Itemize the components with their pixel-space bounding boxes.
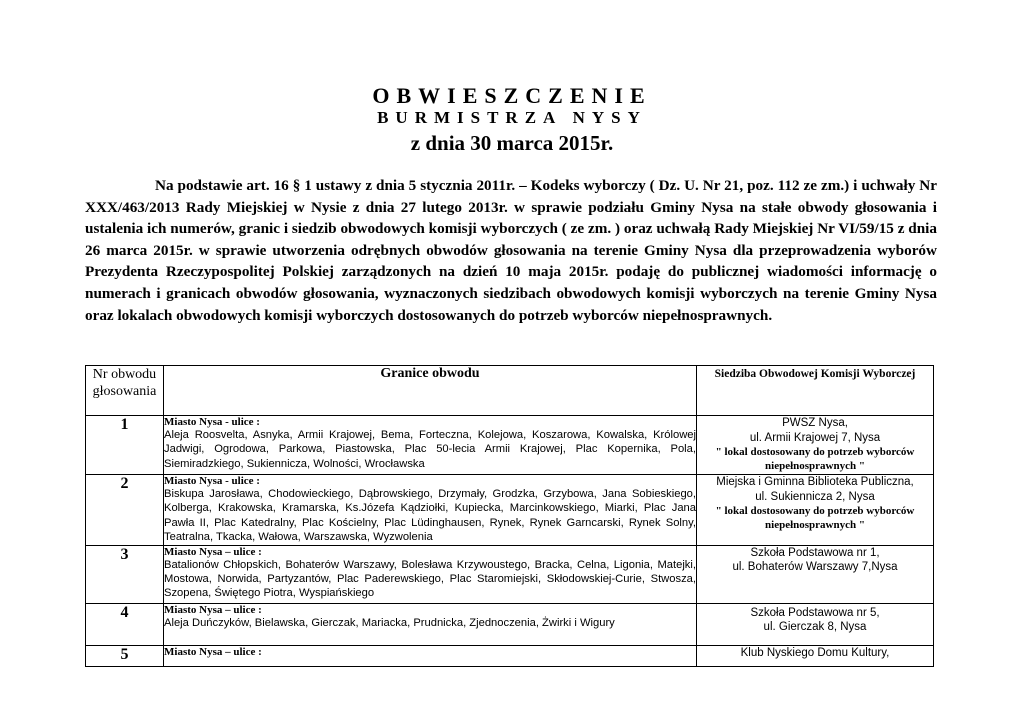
district-number: 1 [86, 416, 164, 475]
seat-address: ul. Armii Krajowej 7, Nysa [749, 431, 881, 444]
header-seat: Siedziba Obwodowej Komisji Wyborczej [697, 366, 934, 416]
document-subtitle: BURMISTRZA NYSY [377, 108, 647, 127]
city-label: Miasto Nysa – ulice : [164, 645, 262, 658]
seat-address: ul. Gierczak 8, Nysa [763, 621, 867, 634]
city-label: Miasto Nysa – ulice : [164, 603, 262, 616]
districts-table [85, 365, 934, 667]
district-bounds [164, 416, 697, 475]
seat-name: Szkoła Podstawowa nr 1, [750, 546, 880, 559]
district-number: 5 [86, 645, 164, 666]
document-date: z dnia 30 marca 2015r. [410, 131, 614, 155]
district-seat [697, 416, 934, 475]
district-number: 2 [86, 475, 164, 546]
district-seat [697, 645, 934, 666]
table-header-row [86, 366, 934, 416]
district-seat [697, 545, 934, 603]
intro-paragraph: Na podstawie art. 16 § 1 ustawy z dnia 5 stycznia 2011r. – Kodeks wyborczy ( Dz. U. Nr 21, poz. 112 ze zm.) i uchwały Nr XXX/463/2013 Rady Miejskiej w Nysie z dnia 27 lutego 2013r. w sprawie podziału Gminy Nysa na stałe obwody głosowania i ustalenia ich numerów, granic i siedzib obwodowych komisji wyborczych ( ze zm. ) oraz uchwałą Rady Miejskiej Nr VI/59/15 z dnia 26 marca 2015r. w sprawie utworzenia odrębnych obwodów głosowania na terenie Gminy Nysa dla przeprowadzenia wyborów Prezydenta Rzeczypospolitej Polskiej zarządzonych na dzień 10 maja 2015r. podaję do publicznej wiadomości informację o numerach i granicach obwodów głosowania, wyznaczonych siedzibach obwodowych komisji wyborczych na terenie Gminy Nysa oraz lokalach obwodowych komisji wyborczych dostosowanych do potrzeb wyborców niepełnosprawnych. [85, 177, 937, 324]
header-bounds: Granice obwodu [164, 366, 697, 416]
district-bounds [164, 475, 697, 546]
table-row [86, 475, 934, 546]
seat-name: Klub Nyskiego Domu Kultury, [740, 646, 890, 659]
district-bounds [164, 603, 697, 645]
table-row [86, 645, 934, 666]
district-bounds [164, 545, 697, 603]
street-list: Batalionów Chłopskich, Bohaterów Warszawy, Bolesława Krzywoustego, Bracka, Celna, Ligonia, Matejki, Mostowa, Norwida, Partyzantów, Plac Paderewskiego, Plac Staromiejski, Skłodowskiej-Curie, Stwosza, Szopena, Świętego Piotra, Wyspiańskiego [164, 558, 696, 600]
seat-name: PWSZ Nysa, [782, 417, 848, 429]
district-number: 3 [86, 545, 164, 603]
district-number: 4 [86, 603, 164, 645]
header-number: Nr obwodu głosowania [86, 366, 164, 416]
street-list: Aleja Duńczyków, Bielawska, Gierczak, Mariacka, Prudnicka, Zjednoczenia, Żwirki i Wigury [164, 616, 615, 629]
seat-name: Szkoła Podstawowa nr 5, [750, 606, 880, 619]
city-label: Miasto Nysa - ulice : [164, 475, 260, 487]
district-bounds [164, 645, 697, 666]
city-label: Miasto Nysa - ulice : [164, 416, 260, 428]
accessibility-note: " lokal dostosowany do potrzeb wyborców niepełnosprawnych " [715, 505, 915, 531]
table-row [86, 416, 934, 475]
district-seat [697, 603, 934, 645]
seat-name: Miejska i Gminna Biblioteka Publiczna, [716, 476, 914, 488]
city-label: Miasto Nysa – ulice : [164, 545, 262, 558]
table-row [86, 603, 934, 645]
table-row [86, 545, 934, 603]
seat-address: ul. Bohaterów Warszawy 7,Nysa [732, 561, 898, 574]
district-seat [697, 475, 934, 546]
accessibility-note: " lokal dostosowany do potrzeb wyborców niepełnosprawnych " [715, 446, 915, 472]
document-title: OBWIESZCZENIE [372, 83, 652, 108]
street-list: Biskupa Jarosława, Chodowieckiego, Dąbrowskiego, Drzymały, Grodzka, Grzybowa, Jana Sobieskiego, Kolberga, Krakowska, Kramarska, Ks.Józefa Kądziołki, Kupiecka, Marcinkowskiego, Miarki, Plac Jana Pawła II, Plac Katedralny, Plac Kościelny, Plac Lüdinghausen, Rynek, Rynek Garncarski, Rynek Solny, Teatralna, Tkacka, Wałowa, Warszawska, Wyzwolenia [164, 488, 696, 544]
street-list: Aleja Roosvelta, Asnyka, Armii Krajowej, Bema, Forteczna, Kolejowa, Koszarowa, Kowalska, Królowej Jadwigi, Ogrodowa, Parkowa, Piastowska, Plac 50-lecia Armii Krajowej, Plac Kopernika, Pola, Siemiradzkiego, Sukiennicza, Wolności, Wrocławska [164, 429, 696, 470]
seat-address: ul. Sukiennicza 2, Nysa [755, 490, 875, 503]
